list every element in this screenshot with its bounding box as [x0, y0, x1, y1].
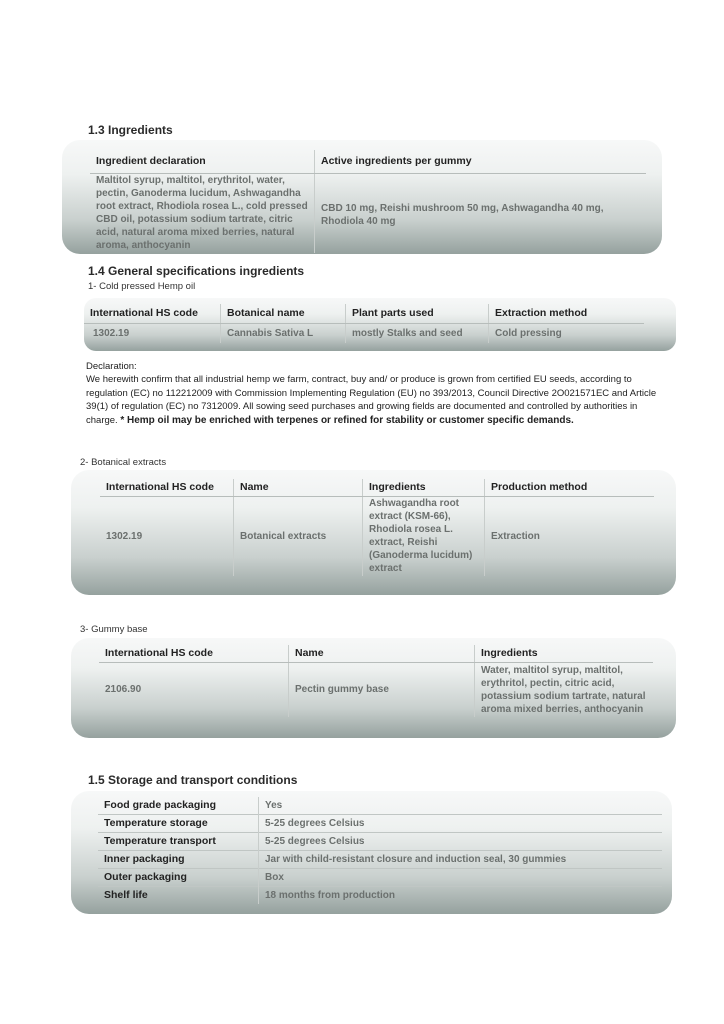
botanical-hs-code-value: 1302.19 [106, 530, 143, 542]
storage-value: Yes [259, 797, 663, 815]
hemp-oil-table [84, 304, 644, 343]
gummy-base-subheading: 3- Gummy base [80, 624, 148, 635]
active-ingredients-value: CBD 10 mg, Reishi mushroom 50 mg, Ashwagandha 40 mg, Rhodiola 40 mg [315, 173, 647, 253]
storage-row [98, 869, 662, 887]
gummy-name-value: Pectin gummy base [289, 662, 475, 717]
hemp-hs-code-value: 1302.19 [93, 327, 130, 339]
ingredient-declaration-header: Ingredient declaration [90, 150, 315, 173]
storage-row [98, 887, 662, 905]
gummy-ingredients-header: Ingredients [475, 645, 654, 662]
storage-value: Box [259, 869, 663, 887]
hemp-hs-code-header: International HS code [84, 304, 221, 323]
storage-label: Inner packaging [98, 851, 259, 869]
storage-row [98, 797, 662, 815]
hemp-extraction-method-header: Extraction method [489, 304, 645, 323]
storage-value: 18 months from production [259, 887, 663, 905]
storage-label: Food grade packaging [104, 799, 217, 811]
hemp-plant-parts-value: mostly Stalks and seed [346, 323, 489, 343]
botanical-name-value: Botanical extracts [234, 496, 363, 576]
hemp-plant-parts-header: Plant parts used [346, 304, 489, 323]
storage-label: Shelf life [98, 887, 259, 905]
storage-row [98, 815, 662, 833]
storage-label: Temperature storage [98, 815, 259, 833]
hemp-botanical-name-header: Botanical name [221, 304, 346, 323]
section-15-heading: 1.5 Storage and transport conditions [88, 773, 298, 787]
botanical-extracts-table [100, 479, 654, 576]
botanical-name-header: Name [234, 479, 363, 496]
botanical-production-method-value: Extraction [485, 496, 655, 576]
storage-label: Temperature transport [98, 833, 259, 851]
hemp-botanical-name-value: Cannabis Sativa L [221, 323, 346, 343]
storage-value: Jar with child-resistant closure and induction seal, 30 gummies [259, 851, 663, 869]
storage-value: 5-25 degrees Celsius [259, 833, 663, 851]
botanical-hs-code-header: International HS code [100, 479, 234, 496]
botanical-extracts-subheading: 2- Botanical extracts [80, 457, 167, 468]
active-ingredients-header: Active ingredients per gummy [315, 150, 647, 173]
storage-value: 5-25 degrees Celsius [259, 815, 663, 833]
storage-label: Outer packaging [98, 869, 259, 887]
gummy-base-table [99, 645, 653, 717]
botanical-ingredients-value: Ashwagandha root extract (KSM-66), Rhodiola rosea L. extract, Reishi (Ganoderma lucidum) extract [363, 496, 485, 576]
botanical-ingredients-header: Ingredients [363, 479, 485, 496]
gummy-name-header: Name [289, 645, 475, 662]
storage-row [98, 851, 662, 869]
section-13-heading: 1.3 Ingredients [88, 123, 173, 137]
ingredients-table [90, 150, 646, 253]
declaration-label: Declaration: [86, 361, 137, 372]
declaration-body: We herewith confirm that all industrial hemp we farm, contract, buy and/ or produce is grown from certified EU seeds, according to regulation (EC) no 112212009 with Commission Implementing Regulation (EU) no 393/2013, Council Directive 2O021571EC and Article 39(1) of regulation (EC) no 7312009. All sowing seed purchases and growing fields are documented and controlled by authorities in charge. [86, 374, 657, 426]
storage-table [98, 797, 662, 904]
gummy-ingredients-value: Water, maltitol syrup, maltitol, erythritol, pectin, citric acid, potassium sodium tartrate, natural aroma mixed berries, anthocyanin [475, 662, 654, 717]
hemp-oil-subheading: 1- Cold pressed Hemp oil [88, 281, 196, 292]
declaration-text [86, 373, 670, 427]
gummy-hs-code-header: International HS code [99, 645, 289, 662]
ingredient-declaration-value: Maltitol syrup, maltitol, erythritol, water, pectin, Ganoderma lucidum, Ashwagandha root extract, Rhodiola rosea L., cold pressed CBD oil, potassium sodium tartrate, citric acid, natural aroma mixed berries, natural aroma, anthocyanin [96, 175, 308, 252]
storage-row [98, 833, 662, 851]
hemp-extraction-method-value: Cold pressing [489, 323, 645, 343]
botanical-production-method-header: Production method [485, 479, 655, 496]
section-14-heading: 1.4 General specifications ingredients [88, 264, 305, 278]
gummy-hs-code-value: 2106.90 [105, 684, 142, 696]
declaration-note: * Hemp oil may be enriched with terpenes or refined for stability or customer specific demands. [120, 414, 574, 426]
